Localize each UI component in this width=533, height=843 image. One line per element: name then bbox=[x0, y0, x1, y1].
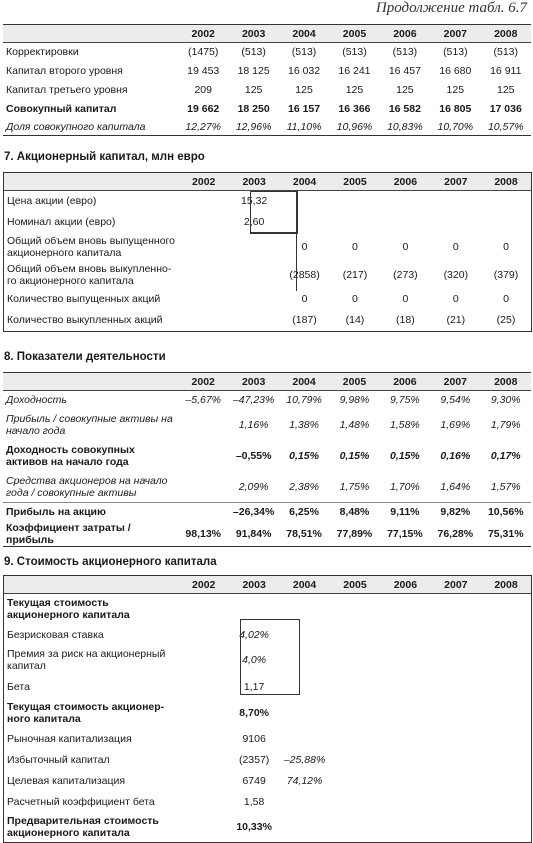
row-label: Количество выкупленных акций bbox=[4, 310, 179, 332]
row-value: 1,58 bbox=[243, 796, 265, 808]
row-label: Капитал третьего уровня bbox=[6, 84, 128, 96]
row-value bbox=[279, 792, 329, 813]
row-value bbox=[179, 729, 229, 750]
row-label: Коэффициент затраты / прибыль bbox=[3, 522, 178, 547]
year-header: 2008 bbox=[481, 25, 531, 43]
row-value: 1,48% bbox=[339, 419, 370, 431]
year-header: 2007 bbox=[431, 576, 481, 594]
row-value bbox=[178, 503, 228, 522]
row-value bbox=[179, 750, 229, 771]
row-label: Цена акции (евро) bbox=[7, 195, 97, 208]
row-value: 9,54% bbox=[440, 394, 471, 407]
row-value: –25,88% bbox=[283, 754, 326, 766]
capital-table bbox=[3, 24, 531, 136]
year-header: 2005 bbox=[329, 373, 379, 391]
row-value: 4,0% bbox=[242, 654, 267, 666]
row-value: 10,70% bbox=[430, 119, 480, 136]
row-value bbox=[380, 676, 430, 698]
row-value bbox=[380, 698, 430, 729]
row-label: Средства акционеров на начало года / совокупные активы bbox=[6, 474, 168, 499]
table-row bbox=[3, 81, 531, 100]
row-value: (217) bbox=[342, 268, 368, 281]
row-value: 1,69% bbox=[440, 419, 471, 431]
row-value bbox=[380, 750, 430, 771]
row-value bbox=[481, 771, 531, 792]
table-row bbox=[3, 119, 531, 136]
table-row bbox=[3, 410, 531, 441]
row-value: 77,89% bbox=[329, 522, 379, 547]
row-value: 9,98% bbox=[339, 394, 370, 407]
year-header: 2004 bbox=[279, 373, 329, 391]
row-value bbox=[481, 813, 531, 843]
row-value: 0 bbox=[503, 293, 509, 305]
header-row bbox=[4, 576, 532, 594]
row-value bbox=[330, 698, 380, 729]
row-label: Корректировки bbox=[6, 46, 79, 59]
table-row bbox=[4, 698, 532, 729]
row-value bbox=[229, 289, 279, 310]
row-value bbox=[431, 625, 481, 645]
row-value: 9,82% bbox=[430, 503, 480, 522]
cost-of-equity-table bbox=[3, 575, 532, 843]
row-value bbox=[431, 212, 481, 233]
row-value: 11,10% bbox=[279, 119, 329, 136]
row-value: 2,09% bbox=[238, 480, 269, 493]
row-value bbox=[330, 813, 380, 843]
row-value: –47,23% bbox=[232, 394, 275, 407]
row-value: 0,15% bbox=[390, 450, 420, 462]
row-value: 1,58% bbox=[390, 419, 420, 431]
year-header: 2006 bbox=[380, 373, 430, 391]
row-value: 16 241 bbox=[338, 65, 371, 77]
row-label: Доходность bbox=[6, 394, 67, 407]
table-row bbox=[4, 729, 532, 750]
row-value: 15,32 bbox=[240, 195, 268, 208]
row-value: 78,51% bbox=[279, 522, 329, 547]
row-value: 9,11% bbox=[380, 503, 430, 522]
row-label: Текущая стоимость акционерного капитала bbox=[7, 597, 130, 622]
row-label: Прибыль на акцию bbox=[3, 503, 178, 522]
row-value bbox=[431, 729, 481, 750]
row-value: (187) bbox=[279, 310, 329, 332]
row-value bbox=[481, 750, 531, 771]
row-label: Бета bbox=[7, 680, 30, 693]
year-header: 2002 bbox=[178, 25, 228, 43]
row-value: 125 bbox=[396, 84, 414, 96]
table-row bbox=[4, 261, 532, 289]
year-header: 2003 bbox=[228, 373, 278, 391]
row-value: 12,96% bbox=[228, 119, 278, 136]
row-value bbox=[431, 676, 481, 698]
row-value: 16 911 bbox=[490, 65, 522, 77]
row-value: –5,67% bbox=[185, 394, 222, 407]
row-value bbox=[380, 191, 430, 212]
row-label: Общий объем вновь выкупленно-го акционерного капитала bbox=[7, 262, 172, 287]
row-value bbox=[179, 645, 229, 676]
table-row bbox=[4, 792, 532, 813]
row-value: 125 bbox=[345, 84, 364, 96]
row-label: Капитал второго уровня bbox=[6, 65, 123, 77]
row-value: (14) bbox=[330, 310, 380, 332]
row-value: 0 bbox=[503, 240, 509, 253]
section-8-title: 8. Показатели деятельности bbox=[4, 351, 166, 363]
year-header: 2007 bbox=[431, 173, 481, 191]
row-value: 0 bbox=[352, 240, 358, 253]
row-label: Количество выпущенных акций bbox=[7, 293, 161, 305]
row-value: 1,70% bbox=[390, 480, 420, 493]
row-value bbox=[279, 813, 329, 843]
row-value: 10,83% bbox=[380, 119, 430, 136]
row-value bbox=[330, 645, 380, 676]
row-value bbox=[179, 813, 229, 843]
row-value: 9,30% bbox=[490, 394, 521, 407]
year-header: 2006 bbox=[380, 173, 430, 191]
row-value: 74,12% bbox=[286, 775, 323, 787]
risk-components-box bbox=[240, 619, 300, 695]
row-value: 0 bbox=[402, 293, 409, 305]
row-value: 12,27% bbox=[178, 119, 228, 136]
row-value: –0,55% bbox=[235, 450, 272, 462]
row-value: 125 bbox=[446, 84, 465, 96]
row-value: 0,15% bbox=[289, 450, 319, 462]
row-value bbox=[178, 410, 228, 441]
row-label: Целевая капитализация bbox=[7, 775, 126, 787]
row-value: 0,16% bbox=[440, 450, 471, 462]
row-value: (2357) bbox=[238, 754, 270, 766]
row-value: 2,60 bbox=[243, 216, 265, 228]
year-header: 2008 bbox=[481, 173, 531, 191]
row-value: 6,25% bbox=[279, 503, 329, 522]
table-row bbox=[4, 233, 532, 261]
row-value: 98,13% bbox=[178, 522, 228, 547]
row-value bbox=[380, 212, 430, 233]
row-value bbox=[330, 625, 380, 645]
row-value bbox=[330, 750, 380, 771]
row-label: Совокупный капитал bbox=[6, 103, 117, 115]
row-value bbox=[481, 676, 531, 698]
row-value bbox=[380, 645, 430, 676]
header-label-cell bbox=[3, 25, 178, 43]
row-value bbox=[431, 191, 481, 212]
year-header: 2003 bbox=[228, 25, 278, 43]
row-value: 0,15% bbox=[339, 450, 370, 462]
year-header: 2007 bbox=[430, 25, 480, 43]
row-value: 10,96% bbox=[329, 119, 379, 136]
row-value: 10,57% bbox=[481, 119, 531, 136]
row-value: 16 582 bbox=[388, 103, 421, 115]
row-value: 0,17% bbox=[490, 450, 521, 462]
row-value: 75,31% bbox=[481, 522, 531, 547]
table-row bbox=[3, 391, 531, 410]
row-value bbox=[279, 729, 329, 750]
row-value: (2858) bbox=[289, 268, 320, 281]
row-value bbox=[481, 191, 531, 212]
row-label: Доходность совокупных активов на начало года bbox=[6, 444, 135, 468]
row-value bbox=[179, 289, 229, 310]
row-value: 16 680 bbox=[439, 65, 472, 77]
header-label-cell bbox=[3, 373, 178, 391]
row-label: Избыточный капитал bbox=[7, 754, 110, 766]
row-value bbox=[330, 594, 380, 625]
row-value bbox=[330, 792, 380, 813]
row-value bbox=[431, 698, 481, 729]
row-value: 8,48% bbox=[329, 503, 379, 522]
row-value bbox=[179, 594, 229, 625]
table-row bbox=[3, 43, 531, 62]
row-value: 19 453 bbox=[187, 65, 220, 77]
row-value: 9106 bbox=[242, 733, 266, 745]
row-value: 10,56% bbox=[481, 503, 531, 522]
table-row bbox=[3, 503, 531, 522]
year-header: 2007 bbox=[430, 373, 480, 391]
row-value bbox=[380, 813, 430, 843]
header-label-cell bbox=[4, 576, 179, 594]
row-value: 17 036 bbox=[489, 103, 522, 115]
row-value bbox=[179, 310, 229, 332]
row-label: Текущая стоимость акционер-ного капитала bbox=[7, 701, 165, 725]
table-row bbox=[4, 813, 532, 843]
row-value: 125 bbox=[295, 84, 313, 96]
table-row bbox=[4, 310, 532, 332]
row-value: (379) bbox=[493, 268, 519, 281]
row-value: 0 bbox=[352, 293, 358, 305]
year-header: 2004 bbox=[279, 25, 329, 43]
row-value bbox=[330, 676, 380, 698]
row-value bbox=[481, 698, 531, 729]
row-value: 16 805 bbox=[439, 103, 472, 115]
row-value bbox=[380, 792, 430, 813]
row-value: 10,33% bbox=[229, 813, 279, 843]
year-header: 2005 bbox=[330, 576, 380, 594]
row-label: Премия за риск на акционерный капитал bbox=[7, 648, 166, 672]
row-value bbox=[380, 625, 430, 645]
row-value bbox=[179, 771, 229, 792]
year-header: 2002 bbox=[179, 576, 229, 594]
row-value bbox=[481, 212, 531, 233]
row-value bbox=[229, 261, 279, 289]
row-value bbox=[330, 212, 380, 233]
row-value: 16 157 bbox=[287, 103, 321, 115]
row-value bbox=[481, 792, 531, 813]
row-value bbox=[431, 594, 481, 625]
row-value: 18 125 bbox=[237, 65, 270, 77]
row-value bbox=[481, 729, 531, 750]
row-value bbox=[431, 645, 481, 676]
row-value bbox=[380, 771, 430, 792]
section-7-title: 7. Акционерный капитал, млн евро bbox=[4, 151, 205, 163]
row-value bbox=[279, 698, 329, 729]
row-value: 0 bbox=[301, 240, 308, 253]
row-value bbox=[179, 261, 229, 289]
row-label: Рыночная капитализация bbox=[7, 733, 132, 745]
row-value bbox=[179, 233, 229, 261]
row-value bbox=[431, 750, 481, 771]
row-value: 18 250 bbox=[237, 103, 270, 115]
price-nominal-bottom bbox=[250, 232, 296, 233]
row-value bbox=[431, 771, 481, 792]
row-value bbox=[481, 625, 531, 645]
row-value bbox=[229, 233, 279, 261]
row-value bbox=[330, 191, 380, 212]
row-value bbox=[179, 676, 229, 698]
row-value bbox=[481, 594, 531, 625]
row-value bbox=[380, 594, 430, 625]
row-value: 0 bbox=[452, 293, 459, 305]
continuation-caption: Продолжение табл. 6.7 bbox=[375, 0, 527, 16]
row-value: 0 bbox=[301, 293, 308, 305]
row-value: (513) bbox=[392, 46, 418, 59]
row-value: (513) bbox=[291, 46, 317, 59]
row-value bbox=[431, 792, 481, 813]
row-value: 19 662 bbox=[187, 103, 220, 115]
table-row bbox=[3, 62, 531, 81]
row-value: (320) bbox=[443, 268, 469, 281]
row-value bbox=[229, 310, 279, 332]
year-header: 2005 bbox=[329, 25, 379, 43]
row-value: 91,84% bbox=[228, 522, 278, 547]
row-value: 76,28% bbox=[430, 522, 480, 547]
row-value: 9,75% bbox=[390, 394, 420, 407]
row-value bbox=[380, 729, 430, 750]
row-value: 16 457 bbox=[388, 65, 421, 77]
row-value bbox=[179, 625, 229, 645]
row-label: Расчетный коэффициент бета bbox=[7, 796, 155, 808]
row-value bbox=[330, 729, 380, 750]
row-value: 16 032 bbox=[287, 65, 321, 77]
row-value: 6749 bbox=[242, 775, 266, 787]
row-value: 1,17 bbox=[243, 680, 265, 693]
year-header: 2005 bbox=[330, 173, 380, 191]
year-header: 2002 bbox=[178, 373, 228, 391]
row-value: 77,15% bbox=[380, 522, 430, 547]
year-header: 2004 bbox=[279, 173, 329, 191]
table-row bbox=[3, 472, 531, 503]
row-value bbox=[179, 792, 229, 813]
row-value bbox=[178, 441, 228, 472]
row-label: Доля совокупного капитала bbox=[3, 119, 178, 136]
row-value: (273) bbox=[393, 268, 418, 281]
row-value: 1,16% bbox=[238, 419, 269, 431]
row-value: (21) bbox=[431, 310, 481, 332]
table-row bbox=[3, 100, 531, 119]
year-header: 2008 bbox=[481, 373, 531, 391]
row-label: Общий объем вновь выпущенного акционерного капитала bbox=[7, 234, 175, 259]
year-header: 2006 bbox=[380, 25, 430, 43]
row-value bbox=[330, 771, 380, 792]
row-label: Предварительная стоимость акционерного капитала bbox=[4, 813, 179, 843]
row-value bbox=[178, 472, 228, 503]
row-value: 1,38% bbox=[289, 419, 319, 431]
table-row bbox=[4, 750, 532, 771]
row-value: 16 366 bbox=[338, 103, 371, 115]
row-label: Безрисковая ставка bbox=[7, 628, 104, 641]
table-row bbox=[4, 289, 532, 310]
row-value: 125 bbox=[244, 84, 263, 96]
issued-repurchased-divider bbox=[296, 191, 297, 291]
row-value: 4,02% bbox=[239, 628, 270, 641]
row-value: –26,34% bbox=[228, 503, 278, 522]
row-value: 1,75% bbox=[339, 480, 370, 493]
row-value: 0 bbox=[452, 240, 459, 253]
year-header: 2006 bbox=[380, 576, 430, 594]
year-header: 2008 bbox=[481, 576, 531, 594]
table-row bbox=[3, 441, 531, 472]
row-value: 8,70% bbox=[239, 707, 270, 719]
row-value bbox=[179, 698, 229, 729]
performance-table bbox=[3, 372, 531, 547]
row-value: (513) bbox=[241, 46, 266, 59]
price-nominal-box bbox=[250, 191, 298, 234]
row-value: (1475) bbox=[188, 46, 219, 59]
header-row bbox=[3, 373, 531, 391]
row-value: 1,79% bbox=[490, 419, 521, 431]
row-value: 0 bbox=[402, 240, 409, 253]
table-row bbox=[4, 771, 532, 792]
header-row bbox=[4, 173, 532, 191]
row-value: (513) bbox=[443, 46, 468, 59]
row-value: (513) bbox=[342, 46, 367, 59]
row-value: 209 bbox=[194, 84, 212, 96]
row-value: (18) bbox=[380, 310, 430, 332]
row-value: 1,64% bbox=[440, 480, 471, 493]
row-value: 1,57% bbox=[490, 480, 521, 493]
row-value: 2,38% bbox=[289, 480, 319, 493]
year-header: 2004 bbox=[279, 576, 329, 594]
row-value bbox=[481, 645, 531, 676]
year-header: 2003 bbox=[229, 173, 279, 191]
header-label-cell bbox=[4, 173, 179, 191]
section-9-title: 9. Стоимость акционерного капитала bbox=[4, 556, 217, 568]
row-value: 10,79% bbox=[286, 394, 322, 407]
row-label: Номинал акции (евро) bbox=[7, 216, 116, 228]
header-row bbox=[3, 25, 531, 43]
row-label: Прибыль / совокупные активы на начало года bbox=[6, 413, 173, 437]
year-header: 2003 bbox=[229, 576, 279, 594]
year-header: 2002 bbox=[179, 173, 229, 191]
row-value: 125 bbox=[497, 84, 515, 96]
row-value: (513) bbox=[493, 46, 519, 59]
table-row bbox=[3, 522, 531, 547]
row-value bbox=[179, 191, 229, 212]
row-value bbox=[179, 212, 229, 233]
row-value bbox=[431, 813, 481, 843]
row-value: (25) bbox=[481, 310, 531, 332]
